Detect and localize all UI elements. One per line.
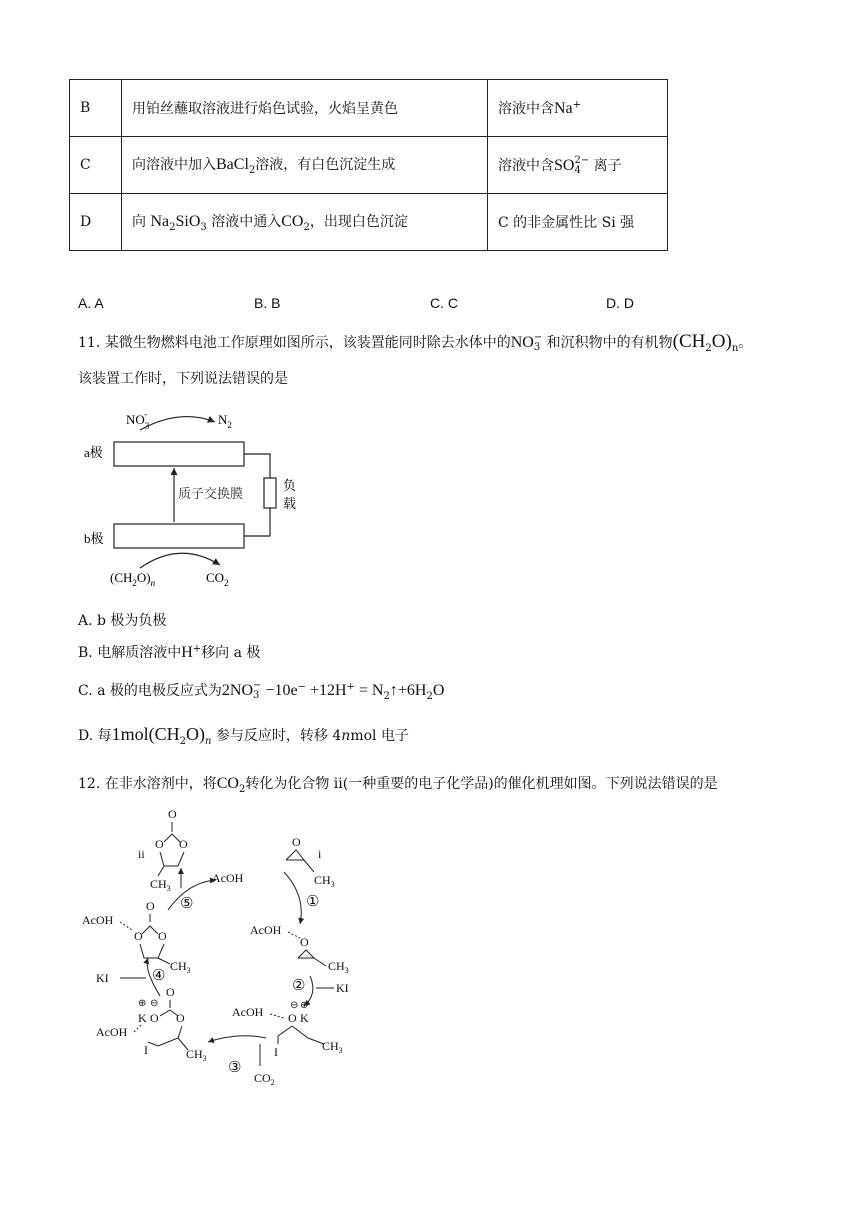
acoh-left-bottom: AcOH xyxy=(96,1025,128,1039)
step-4: ④ xyxy=(152,968,166,984)
catalytic-cycle-diagram xyxy=(78,806,378,1096)
ch3-l2: $CH_3$ xyxy=(186,1047,207,1063)
load-resistor xyxy=(264,478,276,508)
atom-o: O xyxy=(155,837,164,851)
q11-option-b[interactable]: B. 电解质溶液中H+移向 a 极 xyxy=(78,643,261,661)
a-electrode-label: a极 xyxy=(84,445,103,460)
charge-minus: ⊖ xyxy=(150,998,159,1009)
atom-o: O xyxy=(168,807,177,821)
atom-o: O xyxy=(166,985,175,999)
choice-c[interactable]: C. C xyxy=(430,295,458,311)
table-row xyxy=(70,80,668,137)
step1-arrow xyxy=(284,872,301,924)
choice-d[interactable]: D. D xyxy=(606,295,634,311)
acoh-right-bottom: AcOH xyxy=(232,1005,264,1019)
atom-i: I xyxy=(144,1043,148,1057)
wire-bottom xyxy=(244,508,270,536)
atom-o: O xyxy=(300,935,309,949)
q11-stem-line2: 该装置工作时，下列说法错误的是 xyxy=(78,371,288,387)
atom-o: O xyxy=(146,899,155,913)
charge-minus-2: ⊖ xyxy=(290,1000,299,1011)
row-operation: 向溶液中加入BaCl$_2$溶液，有白色沉淀生成 xyxy=(122,137,488,194)
row-letter: B xyxy=(70,80,122,137)
atom-o: O xyxy=(176,1011,185,1025)
ki-out: KI xyxy=(96,971,109,985)
ch3-v: $CH_3$ xyxy=(170,959,191,975)
atom-o: O xyxy=(179,837,188,851)
q11-option-a[interactable]: A. b 极为负极 xyxy=(78,613,167,629)
atom-k: K xyxy=(300,1011,309,1025)
acoh-left-top: AcOH xyxy=(82,913,114,927)
acoh-top: AcOH xyxy=(212,871,244,885)
b-electrode-label: b极 xyxy=(84,531,104,546)
step-2: ② xyxy=(292,978,306,994)
atom-o: O xyxy=(292,835,301,849)
row-letter: C xyxy=(70,137,122,194)
row-conclusion: 溶液中含SO 2− 4 离子 xyxy=(488,137,668,194)
organic-label: $(CH_2O)_n$ xyxy=(110,570,156,588)
atom-o: O xyxy=(134,929,143,943)
compound-ii xyxy=(150,807,188,893)
step-1: ① xyxy=(306,894,320,910)
q12-stem: 12. 在非水溶剂中，将$CO_2$转化为化合物 ii(一种重要的电子化学品)的催化机理如图。下列说法错误的是 xyxy=(78,775,718,795)
load-label-1: 负 xyxy=(283,478,297,493)
q11-option-c[interactable]: C. a 极的电极反应式为2NO − 3 $-10e^- +12H^+ = N_2↑+6H_2O$ xyxy=(78,680,445,702)
label-i: i xyxy=(318,847,322,861)
table-row xyxy=(70,194,668,251)
co2-label: $CO_2$ xyxy=(206,570,229,588)
atom-o: O xyxy=(158,929,167,943)
row-conclusion: C 的非金属性比 Si 强 xyxy=(488,194,668,251)
wire-top xyxy=(244,454,270,478)
charge-plus-2: ⊕ xyxy=(300,1000,309,1011)
nitrogen-label: $N_2$ xyxy=(218,412,232,430)
b-electrode xyxy=(114,524,244,548)
ch3-r2: $CH_3$ xyxy=(322,1039,343,1055)
row-operation: 向 $Na_2SiO_3$ 溶液中通入$CO_2$，出现白色沉淀 xyxy=(122,194,488,251)
table-row xyxy=(70,137,668,194)
reduction-arrow xyxy=(140,417,215,430)
q10-table xyxy=(69,79,668,251)
acoh-right-top: AcOH xyxy=(250,923,282,937)
choice-a[interactable]: A. A xyxy=(78,295,104,311)
atom-o: O xyxy=(150,1011,159,1025)
ch3-r1: $CH_3$ xyxy=(328,959,349,975)
nitrate-label: $NO_3-$ xyxy=(126,409,150,431)
load-label-2: 载 xyxy=(283,496,297,511)
a-electrode xyxy=(114,442,244,466)
row-conclusion: 溶液中含Na+ xyxy=(488,80,668,137)
ki-in: KI xyxy=(336,981,349,995)
step3-arrow xyxy=(208,1036,266,1042)
choice-b[interactable]: B. B xyxy=(254,295,281,311)
q11-option-d[interactable]: D. 每$1mol(CH_2O)_n$ 参与反应时，转移 4nmol 电子 xyxy=(78,724,409,747)
ch3-ii: $CH_3$ xyxy=(150,877,171,893)
q11-stem: 11. 某微生物燃料电池工作原理如图所示，该装置能同时除去水体中的NO − 3 和沉积物中的有机物$(CH_2O)_n$。 xyxy=(78,331,753,354)
label-ii: ii xyxy=(138,847,145,861)
step-3: ③ xyxy=(228,1060,242,1076)
atom-o: O xyxy=(288,1011,297,1025)
compound-i xyxy=(286,835,335,889)
oxidation-arrow xyxy=(140,553,220,568)
row-operation: 用铂丝蘸取溶液进行焰色试验，火焰呈黄色 xyxy=(122,80,488,137)
ch3-i: $CH_3$ xyxy=(314,873,335,889)
atom-i: I xyxy=(274,1045,278,1059)
co2-in: $CO_2$ xyxy=(254,1071,275,1087)
row-letter: D xyxy=(70,194,122,251)
charge-plus: ⊕ xyxy=(138,998,147,1009)
step-5: ⑤ xyxy=(180,896,194,912)
fuel-cell-diagram xyxy=(80,400,320,600)
atom-k: K xyxy=(138,1011,147,1025)
membrane-label: 质子交换膜 xyxy=(178,486,244,501)
